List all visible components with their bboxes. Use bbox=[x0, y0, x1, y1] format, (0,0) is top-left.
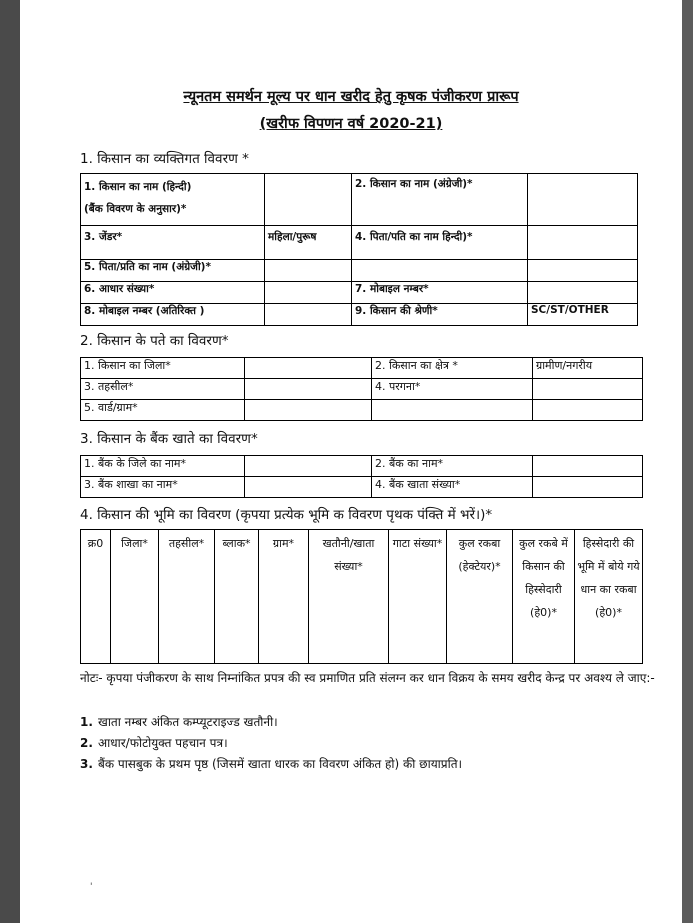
col-paddy-area: हिस्सेदारी की भूमि में बोये गये धान का रकबा (हे0)* bbox=[575, 530, 643, 664]
bank-district-value[interactable] bbox=[245, 456, 372, 477]
farmer-name-hindi-label-line1: 1. किसान का नाम (हिन्दी) bbox=[84, 181, 192, 193]
col-village: ग्राम* bbox=[259, 530, 309, 664]
address-table bbox=[80, 357, 643, 421]
bank-table bbox=[80, 455, 643, 498]
list-number: 1. bbox=[80, 715, 93, 729]
land-details-table bbox=[80, 529, 643, 664]
col-farmer-share: कुल रकबे में किसान की हिस्सेदारी (हे0)* bbox=[513, 530, 575, 664]
form-title: न्यूनतम समर्थन मूल्य पर धान खरीद हेतु कृषक पंजीकरण प्रारूप bbox=[183, 89, 519, 105]
col-khatauni: खतौनी/खाता संख्या* bbox=[309, 530, 389, 664]
aadhaar-value[interactable] bbox=[265, 282, 352, 304]
farmer-name-english-value[interactable] bbox=[528, 174, 638, 226]
district-label: 1. किसान का जिला* bbox=[81, 358, 245, 379]
list-item bbox=[80, 733, 462, 754]
col-block: ब्लाक* bbox=[215, 530, 259, 664]
list-text: आधार/फोटोयुक्त पहचान पत्र। bbox=[98, 736, 228, 750]
blank-cell bbox=[372, 400, 533, 421]
document-list bbox=[80, 712, 462, 775]
father-name-english-label: 5. पिता/प्रति का नाम (अंग्रेजी)* bbox=[81, 260, 265, 282]
gender-options: महिला/पुरूष bbox=[268, 231, 317, 243]
list-number: 2. bbox=[80, 736, 93, 750]
col-tehsil: तहसील* bbox=[159, 530, 215, 664]
section2-heading: 2. किसान के पते का विवरण* bbox=[80, 333, 229, 349]
form-subtitle: (खरीफ विपणन वर्ष 2020-21) bbox=[259, 116, 443, 132]
bank-name-label: 2. बैंक का नाम* bbox=[372, 456, 533, 477]
ward-village-value[interactable] bbox=[245, 400, 372, 421]
page-mark: ' bbox=[90, 882, 93, 892]
category-value: SC/ST/OTHER bbox=[528, 304, 638, 326]
branch-label: 3. बैंक शाखा का नाम* bbox=[81, 477, 245, 498]
branch-value[interactable] bbox=[245, 477, 372, 498]
gender-text: 3. जेंडर* bbox=[84, 231, 123, 243]
blank-cell bbox=[352, 260, 528, 282]
pargana-value[interactable] bbox=[533, 379, 643, 400]
account-number-label: 4. बैंक खाता संख्या* bbox=[372, 477, 533, 498]
area-label: 2. किसान का क्षेत्र * bbox=[372, 358, 533, 379]
col-total-area: कुल रकबा (हेक्टेयर)* bbox=[447, 530, 513, 664]
district-value[interactable] bbox=[245, 358, 372, 379]
father-name-hindi-text: 4. पिता/पति का नाम हिन्दी)* bbox=[355, 231, 473, 243]
farmer-name-english-text: 2. किसान का नाम (अंग्रेजी)* bbox=[355, 178, 473, 190]
section3-heading: 3. किसान के बैंक खाते का विवरण* bbox=[80, 431, 258, 447]
farmer-name-hindi-label bbox=[81, 174, 265, 226]
aadhaar-label: 6. आधार संख्या* bbox=[81, 282, 265, 304]
father-name-english-value[interactable] bbox=[265, 260, 352, 282]
ward-village-label: 5. वार्ड/ग्राम* bbox=[81, 400, 245, 421]
col-serial: क्र0 bbox=[81, 530, 111, 664]
mobile-alt-value[interactable] bbox=[265, 304, 352, 326]
bank-name-value[interactable] bbox=[533, 456, 643, 477]
account-number-value[interactable] bbox=[533, 477, 643, 498]
mobile-label: 7. मोबाइल नम्बर* bbox=[352, 282, 528, 304]
note-text: नोटः- कृपया पंजीकरण के साथ निम्नांकित प्रपत्र की स्व प्रमाणित प्रति संलग्न कर धान विक्रय के समय खरीद केन्द्र पर अवश्य ले जाए:- bbox=[80, 671, 655, 685]
list-number: 3. bbox=[80, 757, 93, 771]
blank-cell bbox=[533, 400, 643, 421]
father-name-hindi-value[interactable] bbox=[528, 226, 638, 260]
mobile-alt-label: 8. मोबाइल नम्बर (अतिरिक्त ) bbox=[81, 304, 265, 326]
farmer-name-hindi-label-line2: (बैंक विवरण के अनुसार)* bbox=[84, 203, 187, 215]
scrollbar-edge bbox=[682, 0, 693, 923]
pargana-label: 4. परगना* bbox=[372, 379, 533, 400]
farmer-name-hindi-value[interactable] bbox=[265, 174, 352, 226]
gender-value bbox=[265, 226, 352, 260]
father-name-hindi-label bbox=[352, 226, 528, 260]
gender-label bbox=[81, 226, 265, 260]
list-text: खाता नम्बर अंकित कम्प्यूटराइज्ड खतौनी। bbox=[98, 715, 278, 729]
mobile-value[interactable] bbox=[528, 282, 638, 304]
land-header-row bbox=[81, 530, 643, 664]
list-item bbox=[80, 754, 462, 775]
category-label: 9. किसान की श्रेणी* bbox=[352, 304, 528, 326]
section1-heading: 1. किसान का व्यक्तिगत विवरण * bbox=[80, 151, 249, 167]
personal-details-table bbox=[80, 173, 638, 326]
bank-district-label: 1. बैंक के जिले का नाम* bbox=[81, 456, 245, 477]
document-page bbox=[20, 0, 682, 923]
list-text: बैंक पासबुक के प्रथम पृष्ठ (जिसमें खाता धारक का विवरण अंकित हो) की छायाप्रति। bbox=[98, 757, 463, 771]
area-value: ग्रामीण/नगरीय bbox=[533, 358, 643, 379]
section4-heading: 4. किसान की भूमि का विवरण (कृपया प्रत्येक भूमि क विवरण पृथक पंक्ति में भरें।)* bbox=[80, 507, 493, 523]
list-item bbox=[80, 712, 462, 733]
farmer-name-english-label bbox=[352, 174, 528, 226]
tehsil-label: 3. तहसील* bbox=[81, 379, 245, 400]
blank-cell bbox=[528, 260, 638, 282]
col-district: जिला* bbox=[111, 530, 159, 664]
tehsil-value[interactable] bbox=[245, 379, 372, 400]
col-gata: गाटा संख्या* bbox=[389, 530, 447, 664]
